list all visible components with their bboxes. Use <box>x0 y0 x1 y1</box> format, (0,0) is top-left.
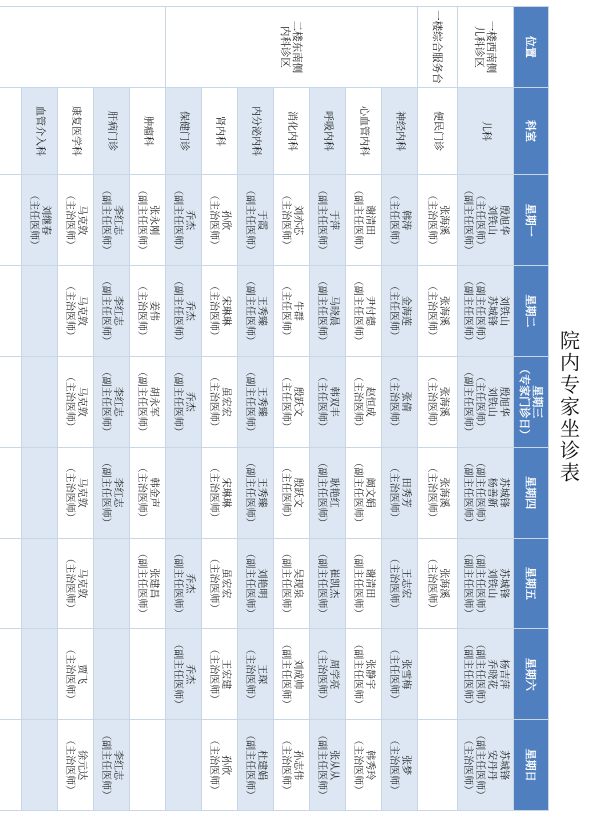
schedule-cell <box>22 538 58 629</box>
schedule-cell <box>0 538 22 629</box>
table-row <box>130 7 166 811</box>
schedule-cell: 宋琳琳 （主治医师） <box>202 266 238 357</box>
schedule-cell: 刘继春 （主任医师） <box>22 175 58 266</box>
schedule-cell <box>94 538 130 629</box>
schedule-cell: 韩秀玲 （主治医师） <box>346 720 382 811</box>
schedule-cell: 李红志 （副主任医师） <box>94 447 130 538</box>
schedule-cell: 李红志 （副主任医师） <box>94 356 130 447</box>
table-row <box>458 7 514 811</box>
schedule-cell: 牛群 （主任医师） <box>274 266 310 357</box>
schedule-cell <box>22 720 58 811</box>
schedule-cell: 孙欣 （主治医师） <box>202 175 238 266</box>
table-row <box>0 7 22 811</box>
department-cell: 康复医学科 <box>58 87 94 174</box>
table-row <box>58 7 94 811</box>
department-cell: 血管介入科 <box>22 87 58 174</box>
department-cell: 肝病门诊 <box>94 87 130 174</box>
column-header: 位置 <box>514 7 549 88</box>
schedule-cell: 崔凯杰 （副主任医师） <box>310 538 346 629</box>
schedule-cell: 乔杰 （副主任医师） <box>166 175 202 266</box>
schedule-cell: 尹付德 （副主任医师） <box>346 266 382 357</box>
schedule-cell: 谢清田 （副主任医师） <box>346 175 382 266</box>
schedule-cell: 王秀臻 （副主任医师） <box>238 447 274 538</box>
schedule-cell: 李红志 （副主任医师） <box>94 266 130 357</box>
schedule-cell <box>130 720 166 811</box>
location-cell: 一楼西南侧 儿科诊区 <box>458 7 514 88</box>
schedule-cell: 孙欣 （主治医师） <box>202 720 238 811</box>
schedule-cell: 田秀芳 （主治医师） <box>382 447 418 538</box>
schedule-cell: 谢清田 （副主任医师） <box>346 538 382 629</box>
schedule-cell: 张从从 （副主任医师） <box>310 720 346 811</box>
column-header: 星期五 <box>514 538 549 629</box>
table-row <box>346 7 382 811</box>
schedule-cell: 李红志 （副主任医师） <box>94 175 130 266</box>
schedule-cell: 马克敦 （主治医师） <box>58 447 94 538</box>
column-header: 星期六 <box>514 629 549 720</box>
schedule-cell: 乔杰 （副主任医师） <box>166 266 202 357</box>
schedule-cell: 宋琳琳 （主治医师） <box>202 447 238 538</box>
schedule-cell: 李红志 （副主任医师） <box>94 720 130 811</box>
schedule-cell: 马克敦 （主治医师） <box>58 266 94 357</box>
schedule-cell <box>94 629 130 720</box>
schedule-cell: 张建昌 （副主任医师） <box>130 538 166 629</box>
table-row <box>274 7 310 811</box>
schedule-cell: 韩金声 （主治医师） <box>130 447 166 538</box>
schedule-cell: 乔杰 （副主任医师） <box>166 356 202 447</box>
schedule-cell: 乔杰 （副主任医师） <box>166 538 202 629</box>
department-cell: 便民门诊 <box>418 87 458 174</box>
page-title: 院内专家坐诊表 <box>556 329 581 484</box>
schedule-cell: 虽宏宏 （主治医师） <box>202 538 238 629</box>
schedule-cell <box>0 720 22 811</box>
schedule-cell: 王志宏 （主治医师） <box>382 538 418 629</box>
schedule-cell: 刘亦芯 （主治医师） <box>274 175 310 266</box>
schedule-cell: 刘艳明 （副主任医师） <box>238 538 274 629</box>
table-row <box>166 7 202 811</box>
schedule-cell: 王琛 （主治医师） <box>238 629 274 720</box>
department-cell: 心血管内科 <box>346 87 382 174</box>
schedule-cell: 胡永军 （副主任医师） <box>130 356 166 447</box>
schedule-cell: 张梦 （主治医师） <box>382 720 418 811</box>
schedule-cell: 张永刚 （副主任医师） <box>130 175 166 266</box>
department-cell: 内分泌内科 <box>238 87 274 174</box>
table-row <box>202 7 238 811</box>
schedule-cell: 殷跃文 （主任医师） <box>274 356 310 447</box>
schedule-cell: 姜伟 （主治医师） <box>130 266 166 357</box>
schedule-cell: 苏城锋 杨善新 （副主任医师） （副主任医师） <box>458 447 514 538</box>
schedule-cell <box>166 447 202 538</box>
department-cell <box>0 87 22 174</box>
schedule-cell: 杨吉萍 乔晓花 （副主任医师） （副主任医师） <box>458 629 514 720</box>
department-cell: 肾内科 <box>202 87 238 174</box>
header-row <box>514 7 549 811</box>
schedule-cell: 韩涛 （主任医师） <box>382 175 418 266</box>
schedule-cell: 金海莲 （主任医师） <box>382 266 418 357</box>
schedule-cell: 于霞 （副主任医师） <box>238 175 274 266</box>
schedule-cell <box>0 175 22 266</box>
schedule-cell: 王秀臻 （副主任医师） <box>238 356 274 447</box>
schedule-cell: 张海溪 （主治医师） <box>418 266 458 357</box>
department-cell: 保健门诊 <box>166 87 202 174</box>
schedule-cell <box>166 720 202 811</box>
schedule-cell: 张静宇 （副主任医师） <box>346 629 382 720</box>
schedule-cell: 殷跃文 （主任医师） <box>274 447 310 538</box>
schedule-cell: 刘铁山 苏城锋 （副主任医师） （副主任医师） <box>458 266 514 357</box>
schedule-cell: 耿艳红 （副主任医师） <box>310 447 346 538</box>
schedule-cell: 刘成帅 （副主任医师） <box>274 629 310 720</box>
column-header: 星期三 （专家门诊日） <box>514 356 549 447</box>
department-cell: 呼吸内科 <box>310 87 346 174</box>
schedule-cell: 苏城锋 刘铁山 （副主任医师） （副主任医师） <box>458 538 514 629</box>
department-cell: 儿科 <box>458 87 514 174</box>
column-header: 科室 <box>514 87 549 174</box>
schedule-cell: 虽宏宏 （主治医师） <box>202 356 238 447</box>
department-cell: 神经内科 <box>382 87 418 174</box>
schedule-cell: 苏城锋 安丹丹 （副主任医师） （主治医师） <box>458 720 514 811</box>
schedule-cell <box>22 356 58 447</box>
schedule-cell: 乔杰 （副主任医师） <box>166 629 202 720</box>
department-cell: 肿瘤科 <box>130 87 166 174</box>
schedule-cell: 马克敦 （主治医师） <box>58 356 94 447</box>
table-row <box>94 7 130 811</box>
schedule-cell <box>0 266 22 357</box>
schedule-cell: 张海溪 （主治医师） <box>418 447 458 538</box>
column-header: 星期一 <box>514 175 549 266</box>
schedule-cell: 殷旭华 刘铁山 （主任医师） （副主任医师） <box>458 175 514 266</box>
table-row <box>22 7 58 811</box>
schedule-table <box>0 6 549 811</box>
location-cell <box>0 7 166 88</box>
schedule-cell: 马克敦 （主治医师） <box>58 538 94 629</box>
column-header: 星期四 <box>514 447 549 538</box>
schedule-cell: 周学亮 （主治医师） <box>310 629 346 720</box>
schedule-cell: 张海溪 （主治医师） <box>418 538 458 629</box>
schedule-cell: 马克敦 （主治医师） <box>58 175 94 266</box>
column-header: 星期二 <box>514 266 549 357</box>
schedule-cell: 王宏建 （主治医师） <box>202 629 238 720</box>
schedule-cell: 徐元达 （主治医师） <box>58 720 94 811</box>
schedule-cell: 赵恒成 （主治医师） <box>346 356 382 447</box>
schedule-cell: 韩双丰 （主任医师） <box>310 356 346 447</box>
schedule-cell: 殷旭华 刘铁山 （主任医师） （副主任医师） <box>458 356 514 447</box>
schedule-cell: 张海溪 （主治医师） <box>418 175 458 266</box>
schedule-cell <box>0 629 22 720</box>
table-row <box>238 7 274 811</box>
schedule-cell <box>0 447 22 538</box>
column-header: 星期日 <box>514 720 549 811</box>
schedule-cell: 王秀臻 （副主任医师） <box>238 266 274 357</box>
schedule-cell: 张海溪 （主治医师） <box>418 356 458 447</box>
schedule-cell <box>418 629 458 720</box>
schedule-cell: 张雪梅 （主任医师） <box>382 629 418 720</box>
table-row <box>382 7 418 811</box>
department-cell: 消化内科 <box>274 87 310 174</box>
schedule-cell: 张倩 （主治医师） <box>382 356 418 447</box>
table-row <box>310 7 346 811</box>
table-row <box>418 7 458 811</box>
schedule-cell <box>130 629 166 720</box>
location-cell: 二楼东南侧 内科诊区 <box>166 7 418 88</box>
schedule-cell: 阚文娟 （副主任医师） <box>346 447 382 538</box>
schedule-cell <box>22 266 58 357</box>
schedule-cell <box>22 447 58 538</box>
schedule-cell: 于萍 （副主任医师） <box>310 175 346 266</box>
location-cell: 一楼综合服务台 <box>418 7 458 88</box>
schedule-cell: 杜建娟 （副主任医师） <box>238 720 274 811</box>
schedule-cell <box>418 720 458 811</box>
schedule-cell <box>22 629 58 720</box>
schedule-cell: 马晓晨 （副主任医师） <box>310 266 346 357</box>
schedule-cell <box>0 356 22 447</box>
schedule-cell: 贾飞 （主治医师） <box>58 629 94 720</box>
schedule-cell: 吴现泉 （副主任医师） <box>274 538 310 629</box>
schedule-cell: 孙志伟 （主治医师） <box>274 720 310 811</box>
